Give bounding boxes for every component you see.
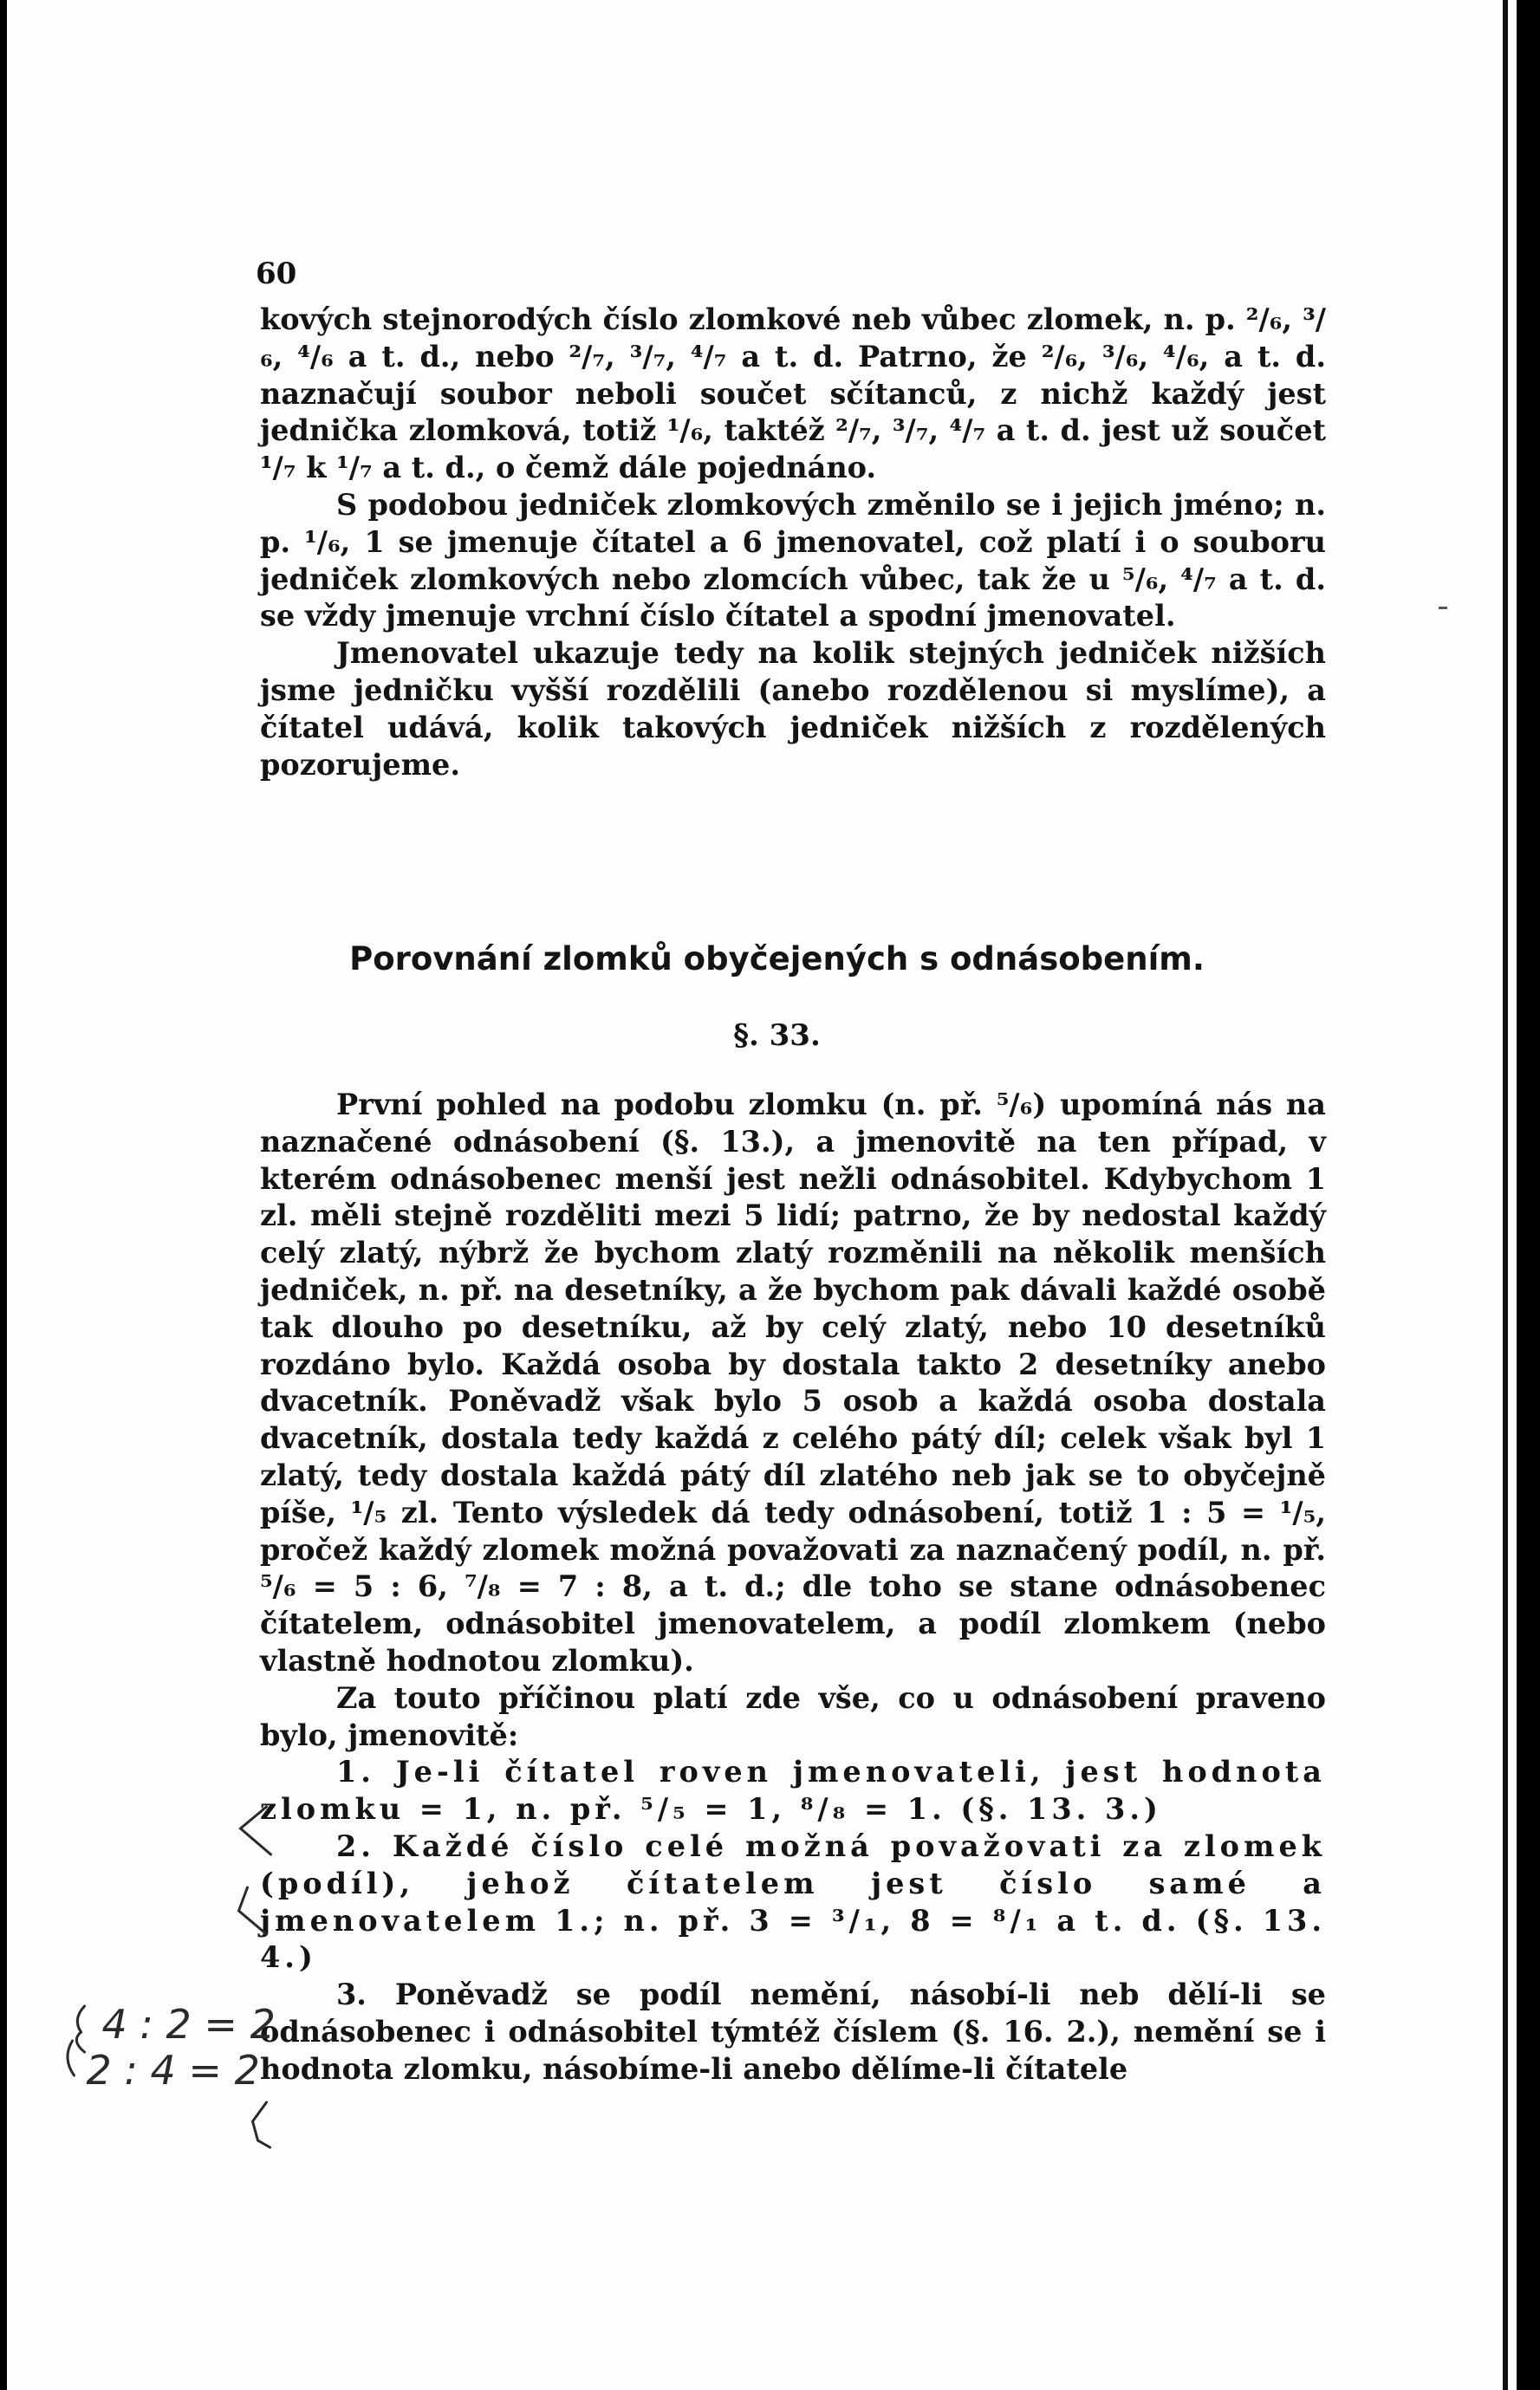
- page-number: 60: [256, 257, 297, 291]
- handwritten-annotations: [7, 0, 1517, 2390]
- list-item: 1. Je-li čítatel roven jmenovateli, jest hodnota zlomku = 1, n. př. ⁵/₅ = 1, ⁸/₈ = 1. (§. 13. 3.): [260, 1755, 1326, 1827]
- paragraph: S podobou jedniček zlomkových změnilo se i jejich jméno; n. p. ¹/₆, 1 se jmenuje čítatel a 6 jmenovatel, což platí i o souboru jedniček zlomkových nebo zlomcích vůbec, tak že u ⁵/₆, ⁴/₇ a t. d. se vždy jmenuje vrchní číslo čítatel a spodní jmenovatel.: [260, 487, 1326, 633]
- paragraph: kových stejnorodých číslo zlomkové neb vůbec zlomek, n. p. ²/₆, ³/₆, ⁴/₆ a t. d., nebo ²/₇, ³/₇, ⁴/₇ a t. d. Patrno, že ²/₆, ³/₆, ⁴/₆, a t. d. naznačují soubor neboli součet sčítanců, z nichž každý jest jednička zlomková, totiž ¹/₆, taktéž ²/₇, ³/₇, ⁴/₇ a t. d. jest už součet ¹/₇ k ¹/₇ a t. d., o čemž dále pojednáno.: [260, 302, 1326, 485]
- margin-angle-mark: [253, 2102, 270, 2147]
- paragraph: Jmenovatel ukazuje tedy na kolik stejných jedniček nižších jsme jedničku vyšší rozdělili (anebo rozdělenou si myslíme), a čítatel udává, kolik takových jedniček nižších z rozdělených pozorujeme.: [260, 636, 1326, 782]
- margin-note: 4 : 2 = 2: [101, 2001, 276, 2048]
- paragraph: Za touto příčinou platí zde vše, co u odnásobení praveno bylo, jmenovitě:: [260, 1680, 1326, 1752]
- list-item: 2. Každé číslo celé možná považovati za zlomek (podíl), jehož čítatelem jest číslo samé a jmenovatelem 1.; n. př. 3 = ³/₁, 8 = ⁸/₁ a t. d. (§. 13. 4.): [260, 1828, 1326, 1975]
- section-number: §. 33.: [733, 1018, 821, 1053]
- margin-angle-mark: [239, 1887, 267, 1934]
- margin-brace: [76, 2006, 84, 2052]
- book-page: [7, 0, 1517, 2390]
- margin-brace: [68, 2041, 75, 2075]
- margin-note: 2 : 4 = 2: [86, 2047, 260, 2094]
- paragraph: První pohled na podobu zlomku (n. př. ⁵/₆) upomíná nás na naznačené odnásobení (§. 13.), a jmenovitě na ten případ, v kterém odnásobenec menší jest nežli odnásobitel. Kdybychom 1 zl. měli stejně rozděliti mezi 5 lidí; patrno, že by nedostal každý celý zlatý, nýbrž že bychom zlatý rozměnili na několik menších jedniček, n. př. na desetníky, a že bychom pak dávali každé osobě tak dlouho po desetníku, až by celý zlatý, nebo 10 desetníků rozdáno bylo. Každá osoba by dostala takto 2 desetníky anebo dvacetník. Poněvadž však bylo 5 osob a každá osoba dostala dvacetník, dostala tedy každá z celého pátý díl; celek však byl 1 zlatý, tedy dostala každá pátý díl zlatého neb jak se to obyčejně píše, ¹/₅ zl. Tento výsledek dá tedy odnásobení, totiž 1 : 5 = ¹/₅, pročež každý zlomek možná považovati za naznačený podíl, n. př. ⁵/₆ = 5 : 6, ⁷/₈ = 7 : 8, a t. d.; dle toho se stane odnásobenec čítatelem, odnásobitel jmenovatelem, a podíl zlomkem (nebo vlastně hodnotou zlomku).: [260, 1088, 1326, 1678]
- list-item: 3. Poněvadž se podíl nemění, násobí-li neb dělí-li se odnásobenec i odnásobitel týmtéž číslem (§. 16. 2.), nemění se i hodnota zlomku, násobíme-li anebo dělíme-li čítatele: [260, 1978, 1326, 2086]
- section-heading: Porovnání zlomků obyčejených s odnásobením.: [349, 940, 1205, 977]
- margin-angle-mark: [241, 1807, 271, 1854]
